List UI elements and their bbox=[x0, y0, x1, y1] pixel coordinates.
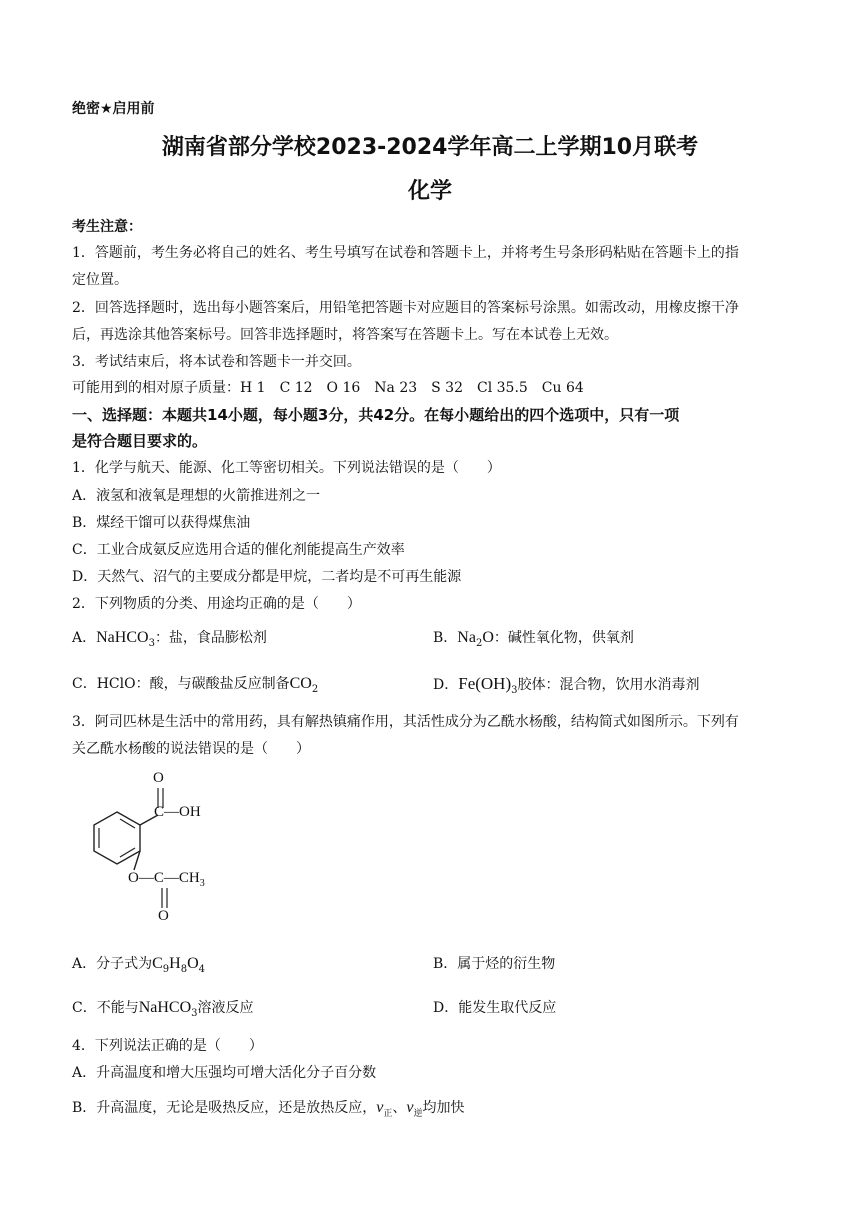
formula-subscript: 2 bbox=[311, 683, 319, 695]
atomic-masses: 可能用到的相对原子质量：H 1 C 12 O 16 Na 23 S 32 Cl 35.5 Cu 64 bbox=[72, 380, 584, 396]
group-acetyl bbox=[128, 870, 205, 889]
option-label: B． bbox=[433, 630, 458, 646]
question-1-option-d: D．天然气、沼气的主要成分都是甲烷，二者均是不可再生能源 bbox=[72, 569, 462, 585]
option-text: HClO：酸，与碳酸盐反应制备 bbox=[96, 676, 290, 692]
formula: O bbox=[482, 629, 494, 646]
formula-subscript: 3 bbox=[511, 684, 518, 696]
formula-subscript: 2 bbox=[475, 637, 483, 649]
question-2-option-a bbox=[72, 628, 267, 654]
confidential-mark: 绝密★启用前 bbox=[72, 101, 155, 117]
formula: Na bbox=[457, 629, 476, 646]
option-text: B．升高温度，无论是吸热反应，还是放热反应， bbox=[72, 1100, 377, 1116]
formula-subscript: 4 bbox=[198, 963, 206, 975]
rate-symbol: v bbox=[376, 1099, 384, 1116]
structure-diagram bbox=[72, 770, 252, 930]
formula: O bbox=[187, 955, 199, 972]
formula: NaHCO bbox=[96, 629, 149, 646]
formula-subscript: 9 bbox=[162, 963, 170, 975]
formula: Fe(OH) bbox=[458, 674, 512, 693]
option-label: D． bbox=[433, 677, 459, 693]
notice-heading: 考生注意： bbox=[72, 219, 142, 235]
section-heading-cont: 是符合题目要求的。 bbox=[72, 432, 208, 450]
exam-title: 湖南省部分学校2023-2024学年高二上学期10月联考 bbox=[161, 135, 699, 160]
question-3-option-b: B．属于烃的衍生物 bbox=[433, 956, 556, 972]
question-4-option-a: A．升高温度和增大压强均可增大活化分子百分数 bbox=[72, 1065, 377, 1081]
subject-title: 化学 bbox=[407, 179, 452, 204]
group-cooh: C—OH bbox=[154, 804, 201, 820]
option-text: C．不能与 bbox=[72, 1000, 139, 1016]
question-2-option-c bbox=[72, 674, 318, 700]
question-3-stem-cont: 关乙酰水杨酸的说法错误的是（ ） bbox=[72, 741, 310, 757]
rate-subscript: 逆 bbox=[413, 1108, 423, 1119]
formula-subscript: 3 bbox=[191, 1007, 198, 1019]
question-4-option-b bbox=[72, 1098, 465, 1124]
question-3-option-c bbox=[72, 998, 254, 1024]
formula-subscript: 3 bbox=[148, 637, 155, 649]
question-1-option-b: B．煤经干馏可以获得煤焦油 bbox=[72, 515, 251, 531]
atom-o-bottom: O bbox=[158, 908, 169, 924]
formula-subscript: 8 bbox=[180, 963, 188, 975]
question-2-option-d bbox=[433, 674, 700, 701]
option-text: 溶液反应 bbox=[197, 1000, 254, 1016]
question-2-stem: 2．下列物质的分类、用途均正确的是（ ） bbox=[72, 596, 361, 612]
question-2-option-b bbox=[433, 628, 634, 654]
question-3-stem: 3．阿司匹林是生活中的常用药，具有解热镇痛作用，其活性成分为乙酰水杨酸，结构简式如图所示。下列有 bbox=[72, 714, 739, 730]
formula: CO bbox=[289, 675, 312, 692]
question-1-option-c: C．工业合成氨反应选用合适的催化剂能提高生产效率 bbox=[72, 542, 405, 558]
option-text: A．分子式为 bbox=[72, 956, 153, 972]
acetyl-text: O—C—CH bbox=[128, 870, 200, 886]
option-text: ：盐，食品膨松剂 bbox=[154, 630, 267, 646]
section-heading: 一、选择题：本题共14小题，每小题3分，共42分。在每小题给出的四个选项中，只有一项 bbox=[72, 406, 680, 424]
formula: NaHCO bbox=[138, 999, 192, 1016]
question-3-option-d: D．能发生取代反应 bbox=[433, 1000, 557, 1016]
formula: H bbox=[169, 955, 181, 972]
option-text: 均加快 bbox=[422, 1100, 465, 1116]
rate-symbol: v bbox=[406, 1099, 414, 1116]
question-4-stem: 4．下列说法正确的是（ ） bbox=[72, 1038, 263, 1054]
question-3-option-a bbox=[72, 954, 205, 980]
question-1-option-a: A．液氢和液氧是理想的火箭推进剂之一 bbox=[72, 488, 321, 504]
question-1-stem: 1．化学与航天、能源、化工等密切相关。下列说法错误的是（ ） bbox=[72, 460, 501, 476]
notice-item-1-cont: 定位置。 bbox=[72, 272, 128, 288]
notice-item-2: 2．回答选择题时，选出每小题答案后，用铅笔把答题卡对应题目的答案标号涂黑。如需改动，用橡皮擦干净 bbox=[72, 300, 739, 316]
acetyl-subscript: 3 bbox=[199, 878, 205, 889]
option-label: C． bbox=[72, 676, 97, 692]
option-text: ：碱性氧化物，供氧剂 bbox=[493, 630, 634, 646]
notice-item-2-cont: 后，再选涂其他答案标号。回答非选择题时，将答案写在答题卡上。写在本试卷上无效。 bbox=[72, 327, 618, 343]
option-label: A． bbox=[72, 630, 97, 646]
formula: C bbox=[152, 955, 163, 972]
option-text: 胶体：混合物，饮用水消毒剂 bbox=[517, 677, 700, 693]
notice-item-3: 3．考试结束后，将本试卷和答题卡一并交回。 bbox=[72, 354, 361, 370]
separator: 、 bbox=[392, 1100, 407, 1116]
atom-o-top: O bbox=[153, 770, 164, 786]
rate-subscript: 正 bbox=[383, 1108, 393, 1119]
notice-item-1: 1．答题前，考生务必将自己的姓名、考生号填写在试卷和答题卡上，并将考生号条形码粘贴在答题卡上的指 bbox=[72, 245, 739, 261]
